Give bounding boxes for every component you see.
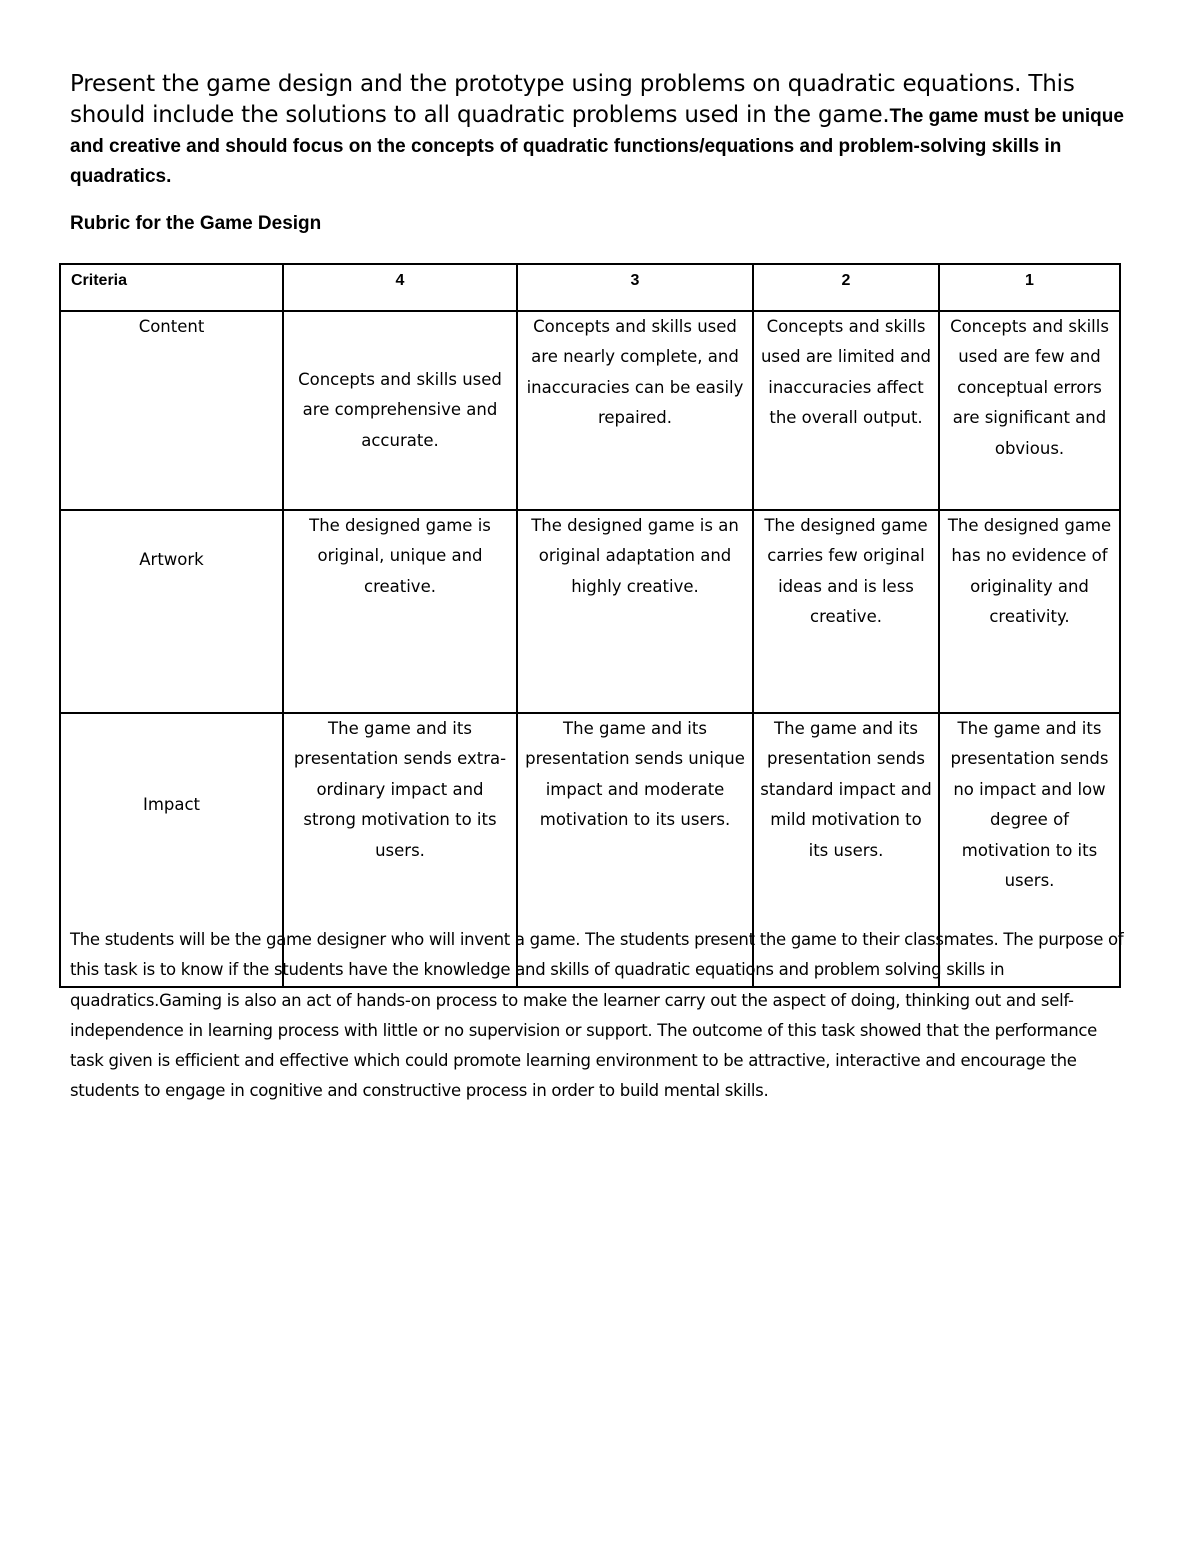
intro-bold-text: The game must be unique and creative and should focus on the concepts of quadratic functions/equations and problem-solving skills in quadratics.	[70, 106, 1124, 187]
rubric-header-row	[60, 264, 1120, 311]
rubric-cell: The game and its presentation sends standard impact and mild motivation to its users.	[753, 713, 939, 987]
rubric-cell: The designed game has no evidence of originality and creativity.	[939, 510, 1120, 713]
rubric-cell: The game and its presentation sends unique impact and moderate motivation to its users.	[517, 713, 753, 987]
rubric-cell: The game and its presentation sends no impact and low degree of motivation to its users.	[939, 713, 1120, 987]
rubric-cell: The designed game carries few original ideas and is less creative.	[753, 510, 939, 713]
table-row	[60, 311, 1120, 510]
closing-paragraph: The students will be the game designer who will invent a game. The students present the game to their classmates. The purpose of this task is to know if the students have the knowledge and skills of quadratic equations and problem solving skills in quadratics.Gaming is also an act of hands-on process to make the learner carry out the aspect of doing, thinking out and self-independence in learning process with little or no supervision or support. The outcome of this task showed that the performance task given is efficient and effective which could promote learning environment to be attractive, interactive and encourage the students to engage in cognitive and constructive process in order to build mental skills.	[70, 930, 1124, 1101]
rubric-cell: Concepts and skills used are few and conceptual errors are significant and obvious.	[939, 311, 1120, 510]
rubric-table	[59, 263, 1121, 988]
header-score-2: 2	[753, 264, 939, 311]
rubric-cell: The game and its presentation sends extra-ordinary impact and strong motivation to its users.	[283, 713, 517, 987]
header-score-4: 4	[283, 264, 517, 311]
criterion-impact: Impact	[60, 713, 283, 987]
rubric-cell: The designed game is original, unique and creative.	[283, 510, 517, 713]
header-score-3: 3	[517, 264, 753, 311]
rubric-cell: Concepts and skills used are nearly complete, and inaccuracies can be easily repaired.	[517, 311, 753, 510]
criterion-content: Content	[60, 311, 283, 510]
rubric-title: Rubric for the Game Design	[70, 213, 322, 234]
header-criteria: Criteria	[60, 264, 283, 311]
intro-lead-text: Present the game design and the prototype using problems on quadratic equations. This should include the solutions to all quadratic problems used in the game.	[70, 71, 1075, 128]
intro-paragraph	[70, 70, 1130, 192]
header-score-1: 1	[939, 264, 1120, 311]
rubric-cell: The designed game is an original adaptation and highly creative.	[517, 510, 753, 713]
rubric-cell: Concepts and skills used are limited and inaccuracies affect the overall output.	[753, 311, 939, 510]
rubric-cell: Concepts and skills used are comprehensive and accurate.	[283, 311, 517, 510]
table-row	[60, 510, 1120, 713]
criterion-artwork: Artwork	[60, 510, 283, 713]
